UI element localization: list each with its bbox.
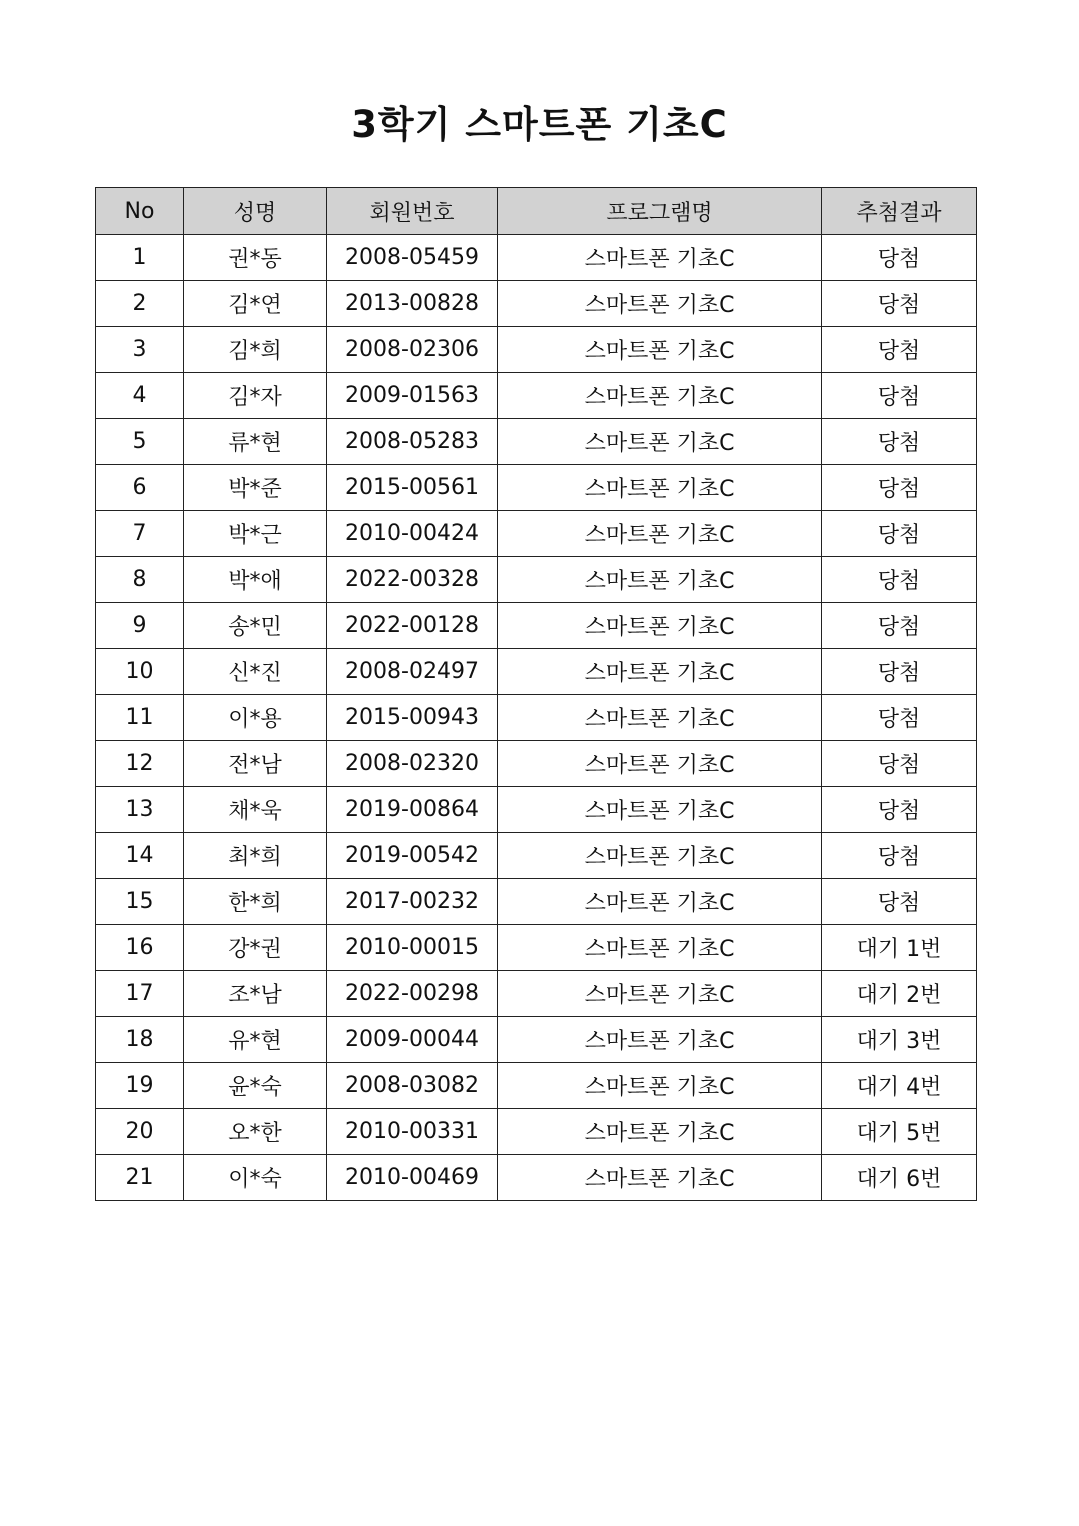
cell-program-name: 스마트폰 기초C <box>498 787 822 833</box>
cell-name: 권*동 <box>184 235 327 281</box>
cell-no: 6 <box>96 465 184 511</box>
cell-draw-result: 당첨 <box>822 511 977 557</box>
cell-draw-result: 당첨 <box>822 465 977 511</box>
table-row <box>96 787 977 833</box>
cell-name: 이*숙 <box>184 1155 327 1201</box>
table-row <box>96 419 977 465</box>
cell-program-name: 스마트폰 기초C <box>498 235 822 281</box>
cell-member-number: 2013-00828 <box>327 281 498 327</box>
cell-program-name: 스마트폰 기초C <box>498 1155 822 1201</box>
header-no: No <box>96 188 184 235</box>
cell-member-number: 2010-00331 <box>327 1109 498 1155</box>
cell-member-number: 2022-00298 <box>327 971 498 1017</box>
cell-name: 강*권 <box>184 925 327 971</box>
table-row <box>96 465 977 511</box>
table-row <box>96 971 977 1017</box>
cell-draw-result: 당첨 <box>822 603 977 649</box>
cell-program-name: 스마트폰 기초C <box>498 879 822 925</box>
cell-name: 박*근 <box>184 511 327 557</box>
cell-no: 10 <box>96 649 184 695</box>
cell-no: 17 <box>96 971 184 1017</box>
cell-program-name: 스마트폰 기초C <box>498 741 822 787</box>
table-row <box>96 741 977 787</box>
cell-no: 3 <box>96 327 184 373</box>
cell-member-number: 2008-02497 <box>327 649 498 695</box>
cell-member-number: 2008-05459 <box>327 235 498 281</box>
cell-no: 12 <box>96 741 184 787</box>
cell-draw-result: 당첨 <box>822 281 977 327</box>
cell-member-number: 2019-00864 <box>327 787 498 833</box>
cell-name: 김*희 <box>184 327 327 373</box>
cell-no: 20 <box>96 1109 184 1155</box>
cell-name: 한*희 <box>184 879 327 925</box>
cell-no: 2 <box>96 281 184 327</box>
cell-member-number: 2010-00469 <box>327 1155 498 1201</box>
header-draw-result: 추첨결과 <box>822 188 977 235</box>
header-row <box>96 188 977 235</box>
cell-draw-result: 대기 3번 <box>822 1017 977 1063</box>
cell-name: 신*진 <box>184 649 327 695</box>
cell-name: 조*남 <box>184 971 327 1017</box>
cell-member-number: 2008-02320 <box>327 741 498 787</box>
cell-member-number: 2015-00943 <box>327 695 498 741</box>
table-header <box>96 188 977 235</box>
cell-name: 최*희 <box>184 833 327 879</box>
cell-draw-result: 대기 1번 <box>822 925 977 971</box>
cell-member-number: 2008-05283 <box>327 419 498 465</box>
cell-draw-result: 당첨 <box>822 373 977 419</box>
cell-program-name: 스마트폰 기초C <box>498 1017 822 1063</box>
cell-member-number: 2009-01563 <box>327 373 498 419</box>
cell-draw-result: 당첨 <box>822 833 977 879</box>
cell-member-number: 2017-00232 <box>327 879 498 925</box>
cell-program-name: 스마트폰 기초C <box>498 1063 822 1109</box>
table-row <box>96 603 977 649</box>
cell-no: 14 <box>96 833 184 879</box>
table-row <box>96 1017 977 1063</box>
cell-draw-result: 대기 2번 <box>822 971 977 1017</box>
cell-name: 류*현 <box>184 419 327 465</box>
cell-draw-result: 당첨 <box>822 741 977 787</box>
cell-no: 9 <box>96 603 184 649</box>
table-row <box>96 1063 977 1109</box>
cell-program-name: 스마트폰 기초C <box>498 603 822 649</box>
cell-name: 채*욱 <box>184 787 327 833</box>
header-member-number: 회원번호 <box>327 188 498 235</box>
cell-member-number: 2009-00044 <box>327 1017 498 1063</box>
cell-member-number: 2022-00328 <box>327 557 498 603</box>
cell-member-number: 2008-03082 <box>327 1063 498 1109</box>
cell-draw-result: 당첨 <box>822 649 977 695</box>
table-row <box>96 373 977 419</box>
cell-no: 19 <box>96 1063 184 1109</box>
cell-draw-result: 대기 4번 <box>822 1063 977 1109</box>
cell-no: 13 <box>96 787 184 833</box>
cell-program-name: 스마트폰 기초C <box>498 1109 822 1155</box>
table-row <box>96 1155 977 1201</box>
cell-draw-result: 당첨 <box>822 419 977 465</box>
cell-no: 5 <box>96 419 184 465</box>
cell-draw-result: 당첨 <box>822 695 977 741</box>
cell-name: 송*민 <box>184 603 327 649</box>
table-row <box>96 833 977 879</box>
table-row <box>96 235 977 281</box>
table-row <box>96 879 977 925</box>
cell-member-number: 2010-00424 <box>327 511 498 557</box>
cell-program-name: 스마트폰 기초C <box>498 649 822 695</box>
table-row <box>96 327 977 373</box>
cell-no: 16 <box>96 925 184 971</box>
cell-name: 전*남 <box>184 741 327 787</box>
header-name: 성명 <box>184 188 327 235</box>
cell-name: 유*현 <box>184 1017 327 1063</box>
cell-name: 김*연 <box>184 281 327 327</box>
cell-program-name: 스마트폰 기초C <box>498 971 822 1017</box>
table-row <box>96 281 977 327</box>
lottery-result-table <box>95 187 977 1201</box>
cell-draw-result: 당첨 <box>822 879 977 925</box>
table-row <box>96 557 977 603</box>
page-title: 3학기 스마트폰 기초C <box>351 103 728 146</box>
cell-program-name: 스마트폰 기초C <box>498 511 822 557</box>
cell-no: 11 <box>96 695 184 741</box>
cell-member-number: 2022-00128 <box>327 603 498 649</box>
table-row <box>96 695 977 741</box>
cell-program-name: 스마트폰 기초C <box>498 373 822 419</box>
table-row <box>96 925 977 971</box>
cell-name: 박*준 <box>184 465 327 511</box>
cell-draw-result: 당첨 <box>822 557 977 603</box>
cell-draw-result: 대기 6번 <box>822 1155 977 1201</box>
table-row <box>96 649 977 695</box>
cell-no: 18 <box>96 1017 184 1063</box>
cell-draw-result: 당첨 <box>822 327 977 373</box>
cell-no: 4 <box>96 373 184 419</box>
cell-draw-result: 당첨 <box>822 787 977 833</box>
header-program-name: 프로그램명 <box>498 188 822 235</box>
cell-no: 1 <box>96 235 184 281</box>
cell-name: 김*자 <box>184 373 327 419</box>
cell-draw-result: 대기 5번 <box>822 1109 977 1155</box>
cell-name: 박*애 <box>184 557 327 603</box>
table-row <box>96 511 977 557</box>
cell-program-name: 스마트폰 기초C <box>498 695 822 741</box>
cell-name: 오*한 <box>184 1109 327 1155</box>
cell-program-name: 스마트폰 기초C <box>498 281 822 327</box>
cell-program-name: 스마트폰 기초C <box>498 327 822 373</box>
cell-no: 21 <box>96 1155 184 1201</box>
table-body <box>96 235 977 1201</box>
cell-program-name: 스마트폰 기초C <box>498 419 822 465</box>
cell-name: 윤*숙 <box>184 1063 327 1109</box>
cell-draw-result: 당첨 <box>822 235 977 281</box>
cell-name: 이*용 <box>184 695 327 741</box>
cell-no: 15 <box>96 879 184 925</box>
cell-program-name: 스마트폰 기초C <box>498 833 822 879</box>
cell-member-number: 2008-02306 <box>327 327 498 373</box>
cell-no: 7 <box>96 511 184 557</box>
cell-no: 8 <box>96 557 184 603</box>
cell-member-number: 2019-00542 <box>327 833 498 879</box>
cell-member-number: 2010-00015 <box>327 925 498 971</box>
cell-program-name: 스마트폰 기초C <box>498 465 822 511</box>
table-row <box>96 1109 977 1155</box>
cell-program-name: 스마트폰 기초C <box>498 557 822 603</box>
cell-program-name: 스마트폰 기초C <box>498 925 822 971</box>
cell-member-number: 2015-00561 <box>327 465 498 511</box>
